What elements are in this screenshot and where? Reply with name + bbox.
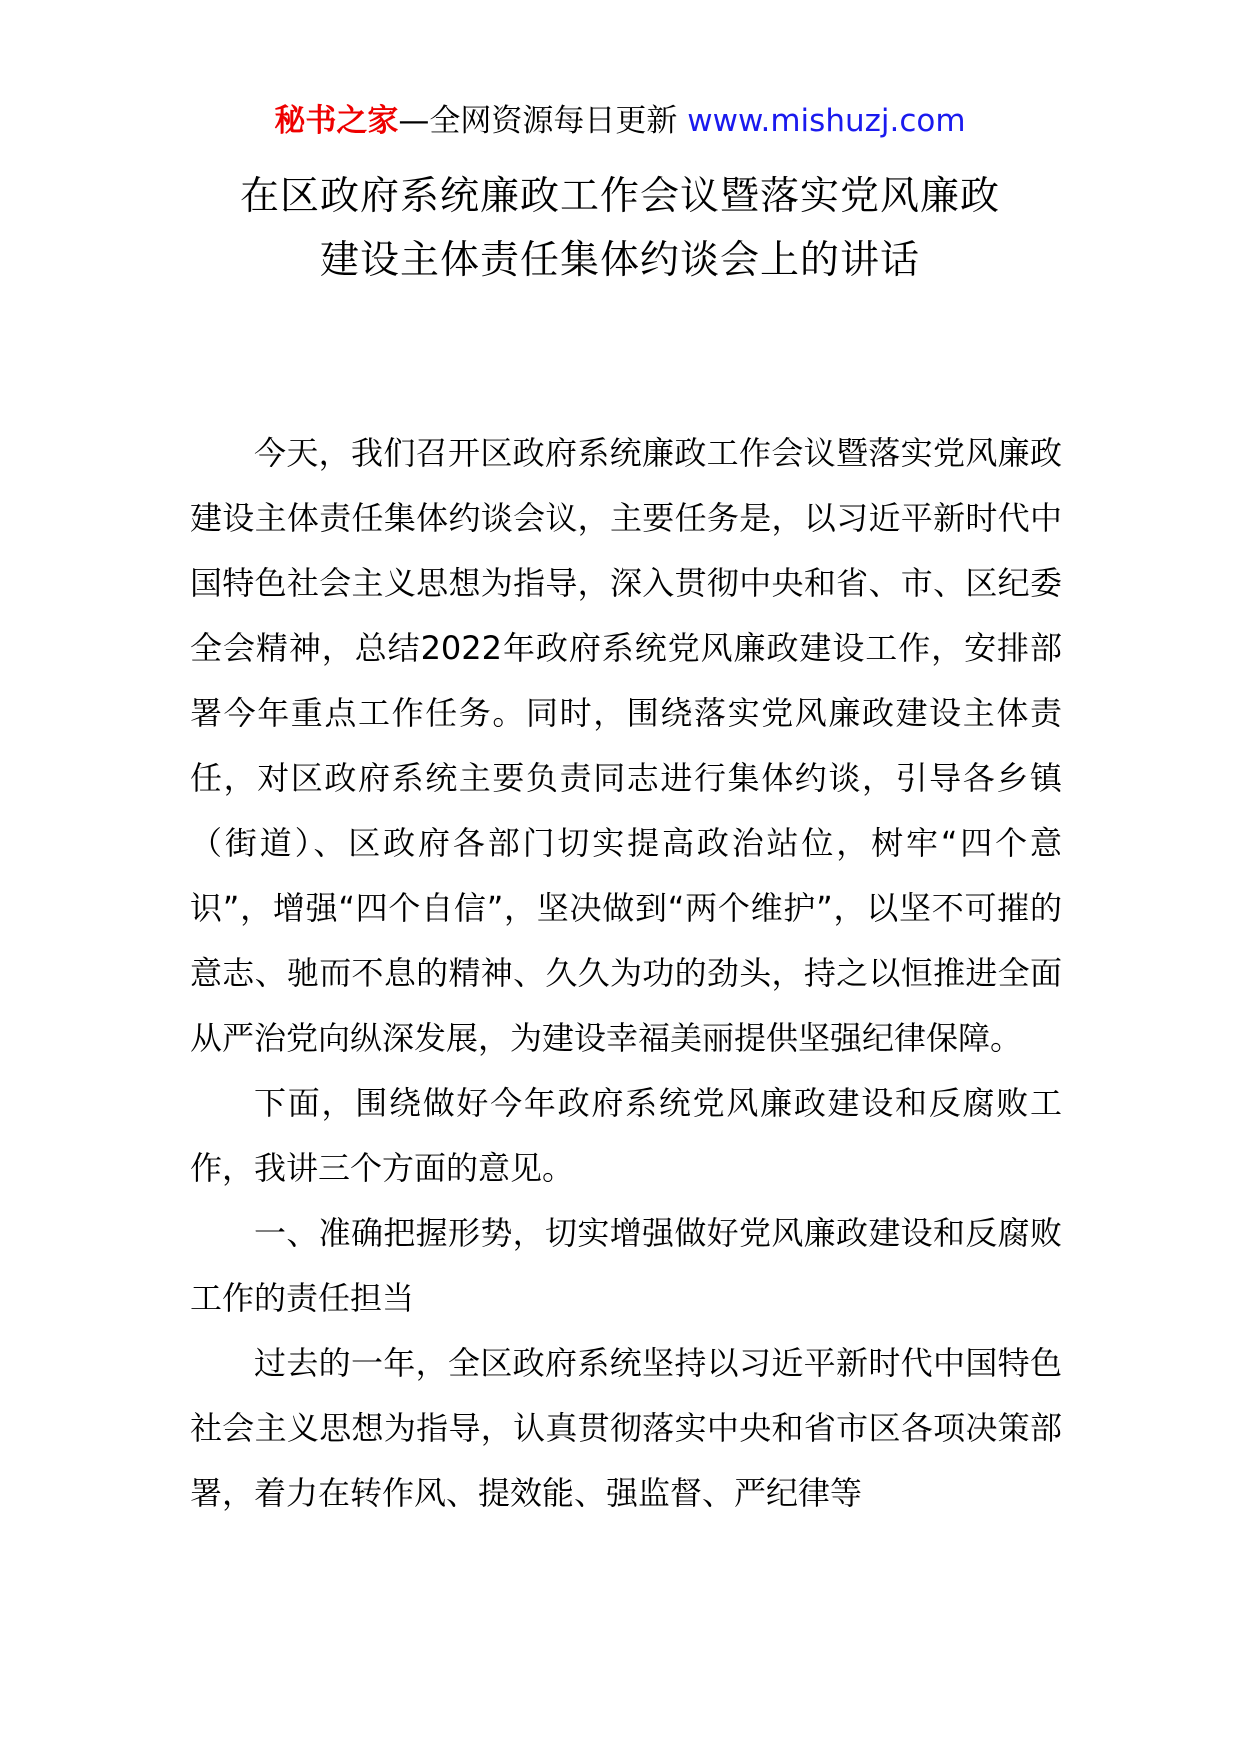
document-body [190, 421, 1062, 1526]
section-heading-1: 一、准确把握形势，切实增强做好党风廉政建设和反腐败工作的责任担当 [190, 1214, 1062, 1317]
header-tagline: —全网资源每日更新 [398, 103, 688, 139]
document-title [0, 165, 1240, 293]
site-url-link[interactable]: www.mishuzj.com [687, 103, 966, 139]
paragraph-outline: 下面，围绕做好今年政府系统党风廉政建设和反腐败工作，我讲三个方面的意见。 [190, 1084, 1062, 1187]
brand-name: 秘书之家 [274, 103, 399, 139]
paragraph-intro: 今天，我们召开区政府系统廉政工作会议暨落实党风廉政建设主体责任集体约谈会议，主要任务是，以习近平新时代中国特色社会主义思想为指导，深入贯彻中央和省、市、区纪委全会精神，总结2022年政府系统党风廉政建设工作，安排部署今年重点工作任务。同时，围绕落实党风廉政建设主体责任，对区政府系统主要负责同志进行集体约谈，引导各乡镇（街道）、区政府各部门切实提高政治站位，树牢“四个意识”，增强“四个自信”，坚决做到“两个维护”，以坚不可摧的意志、驰而不息的精神、久久为功的劲头，持之以恒推进全面从严治党向纵深发展，为建设幸福美丽提供坚强纪律保障。 [190, 434, 1062, 1057]
paragraph-review: 过去的一年，全区政府系统坚持以习近平新时代中国特色社会主义思想为指导，认真贯彻落实中央和省市区各项决策部署，着力在转作风、提效能、强监督、严纪律等 [190, 1344, 1062, 1512]
title-line-2: 建设主体责任集体约谈会上的讲话 [319, 238, 920, 283]
site-header [0, 98, 1240, 144]
title-line-1: 在区政府系统廉政工作会议暨落实党风廉政 [239, 174, 1000, 219]
